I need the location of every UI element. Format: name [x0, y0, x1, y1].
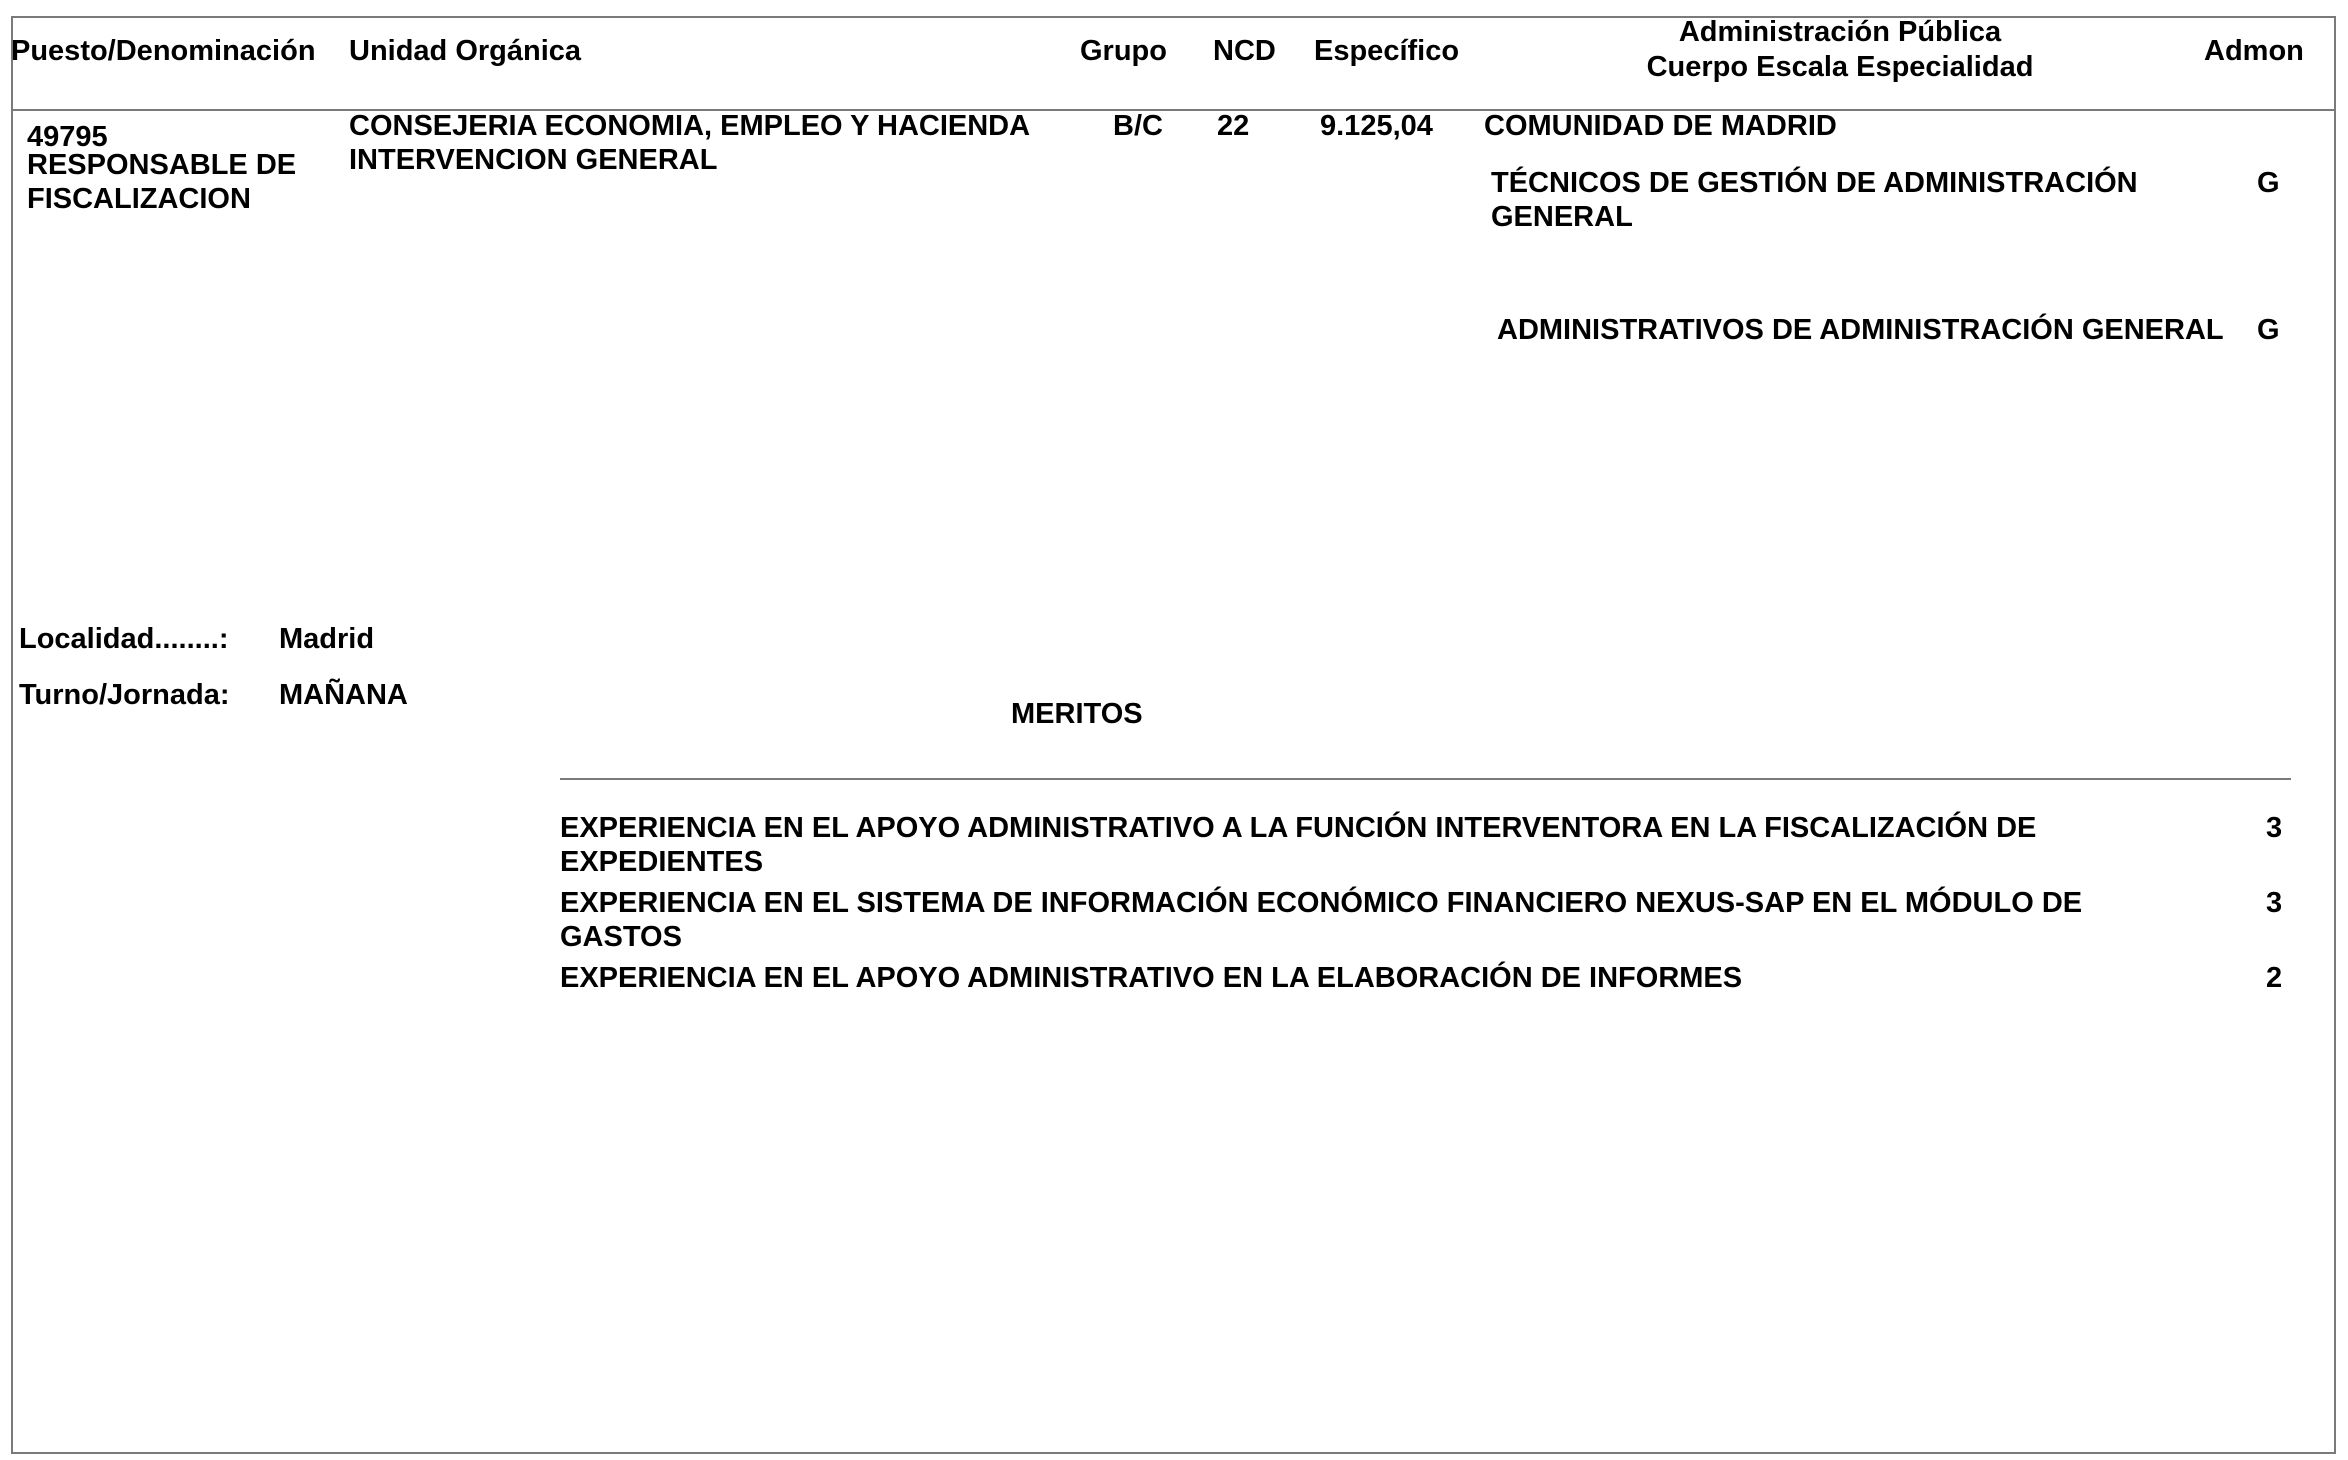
merito-3-points: 2 [2266, 962, 2283, 994]
record-unidad-line1: CONSEJERIA ECONOMIA, EMPLEO Y HACIENDA [349, 110, 1031, 142]
header-puesto: Puesto/Denominación [11, 35, 316, 67]
merito-2-line1: EXPERIENCIA EN EL SISTEMA DE INFORMACIÓN ECONÓMICO FINANCIERO NEXUS-SAP EN EL MÓDULO DE [560, 887, 2083, 919]
header-admon: Admon [2204, 35, 2304, 67]
merito-3-line1: EXPERIENCIA EN EL APOYO ADMINISTRATIVO EN LA ELABORACIÓN DE INFORMES [560, 962, 1743, 994]
record-code: 49795 [27, 121, 108, 153]
localidad-label: Localidad........: [19, 623, 229, 655]
header-ncd: NCD [1213, 35, 1276, 67]
record-ncd: 22 [1217, 110, 1250, 142]
merito-1-line2: EXPEDIENTES [560, 846, 764, 878]
cuerpo-2-line1: ADMINISTRATIVOS DE ADMINISTRACIÓN GENERAL [1497, 314, 2224, 346]
record-administracion: COMUNIDAD DE MADRID [1484, 110, 1837, 142]
record-unidad-line2: INTERVENCION GENERAL [349, 144, 718, 176]
localidad-value: Madrid [279, 623, 375, 655]
header-unidad: Unidad Orgánica [349, 35, 582, 67]
cuerpo-1-line2: GENERAL [1491, 201, 1633, 233]
record-grupo: B/C [1113, 110, 1163, 142]
merito-1-line1: EXPERIENCIA EN EL APOYO ADMINISTRATIVO A LA FUNCIÓN INTERVENTORA EN LA FISCALIZACIÓN DE [560, 812, 2037, 844]
merito-1-points: 3 [2266, 812, 2283, 844]
cuerpo-1-admon: G [2257, 167, 2280, 199]
record-title-line2: FISCALIZACION [27, 183, 251, 215]
turno-value: MAÑANA [279, 679, 408, 711]
header-especifico: Específico [1314, 35, 1460, 67]
cuerpo-2-admon: G [2257, 314, 2280, 346]
header-grupo: Grupo [1080, 35, 1167, 67]
record-title-line1: RESPONSABLE DE [27, 149, 297, 181]
merito-2-points: 3 [2266, 887, 2283, 919]
meritos-title: MERITOS [1011, 698, 1143, 730]
header-admin-publica: Administración Pública [1678, 16, 2002, 48]
merito-2-line2: GASTOS [560, 921, 682, 953]
record-especifico: 9.125,04 [1320, 110, 1433, 142]
turno-label: Turno/Jornada: [19, 679, 230, 711]
cuerpo-1-line1: TÉCNICOS DE GESTIÓN DE ADMINISTRACIÓN [1491, 167, 2138, 199]
meritos-divider [560, 778, 2291, 780]
header-cuerpo-escala: Cuerpo Escala Especialidad [1646, 51, 2034, 83]
document-frame [11, 16, 2336, 1454]
